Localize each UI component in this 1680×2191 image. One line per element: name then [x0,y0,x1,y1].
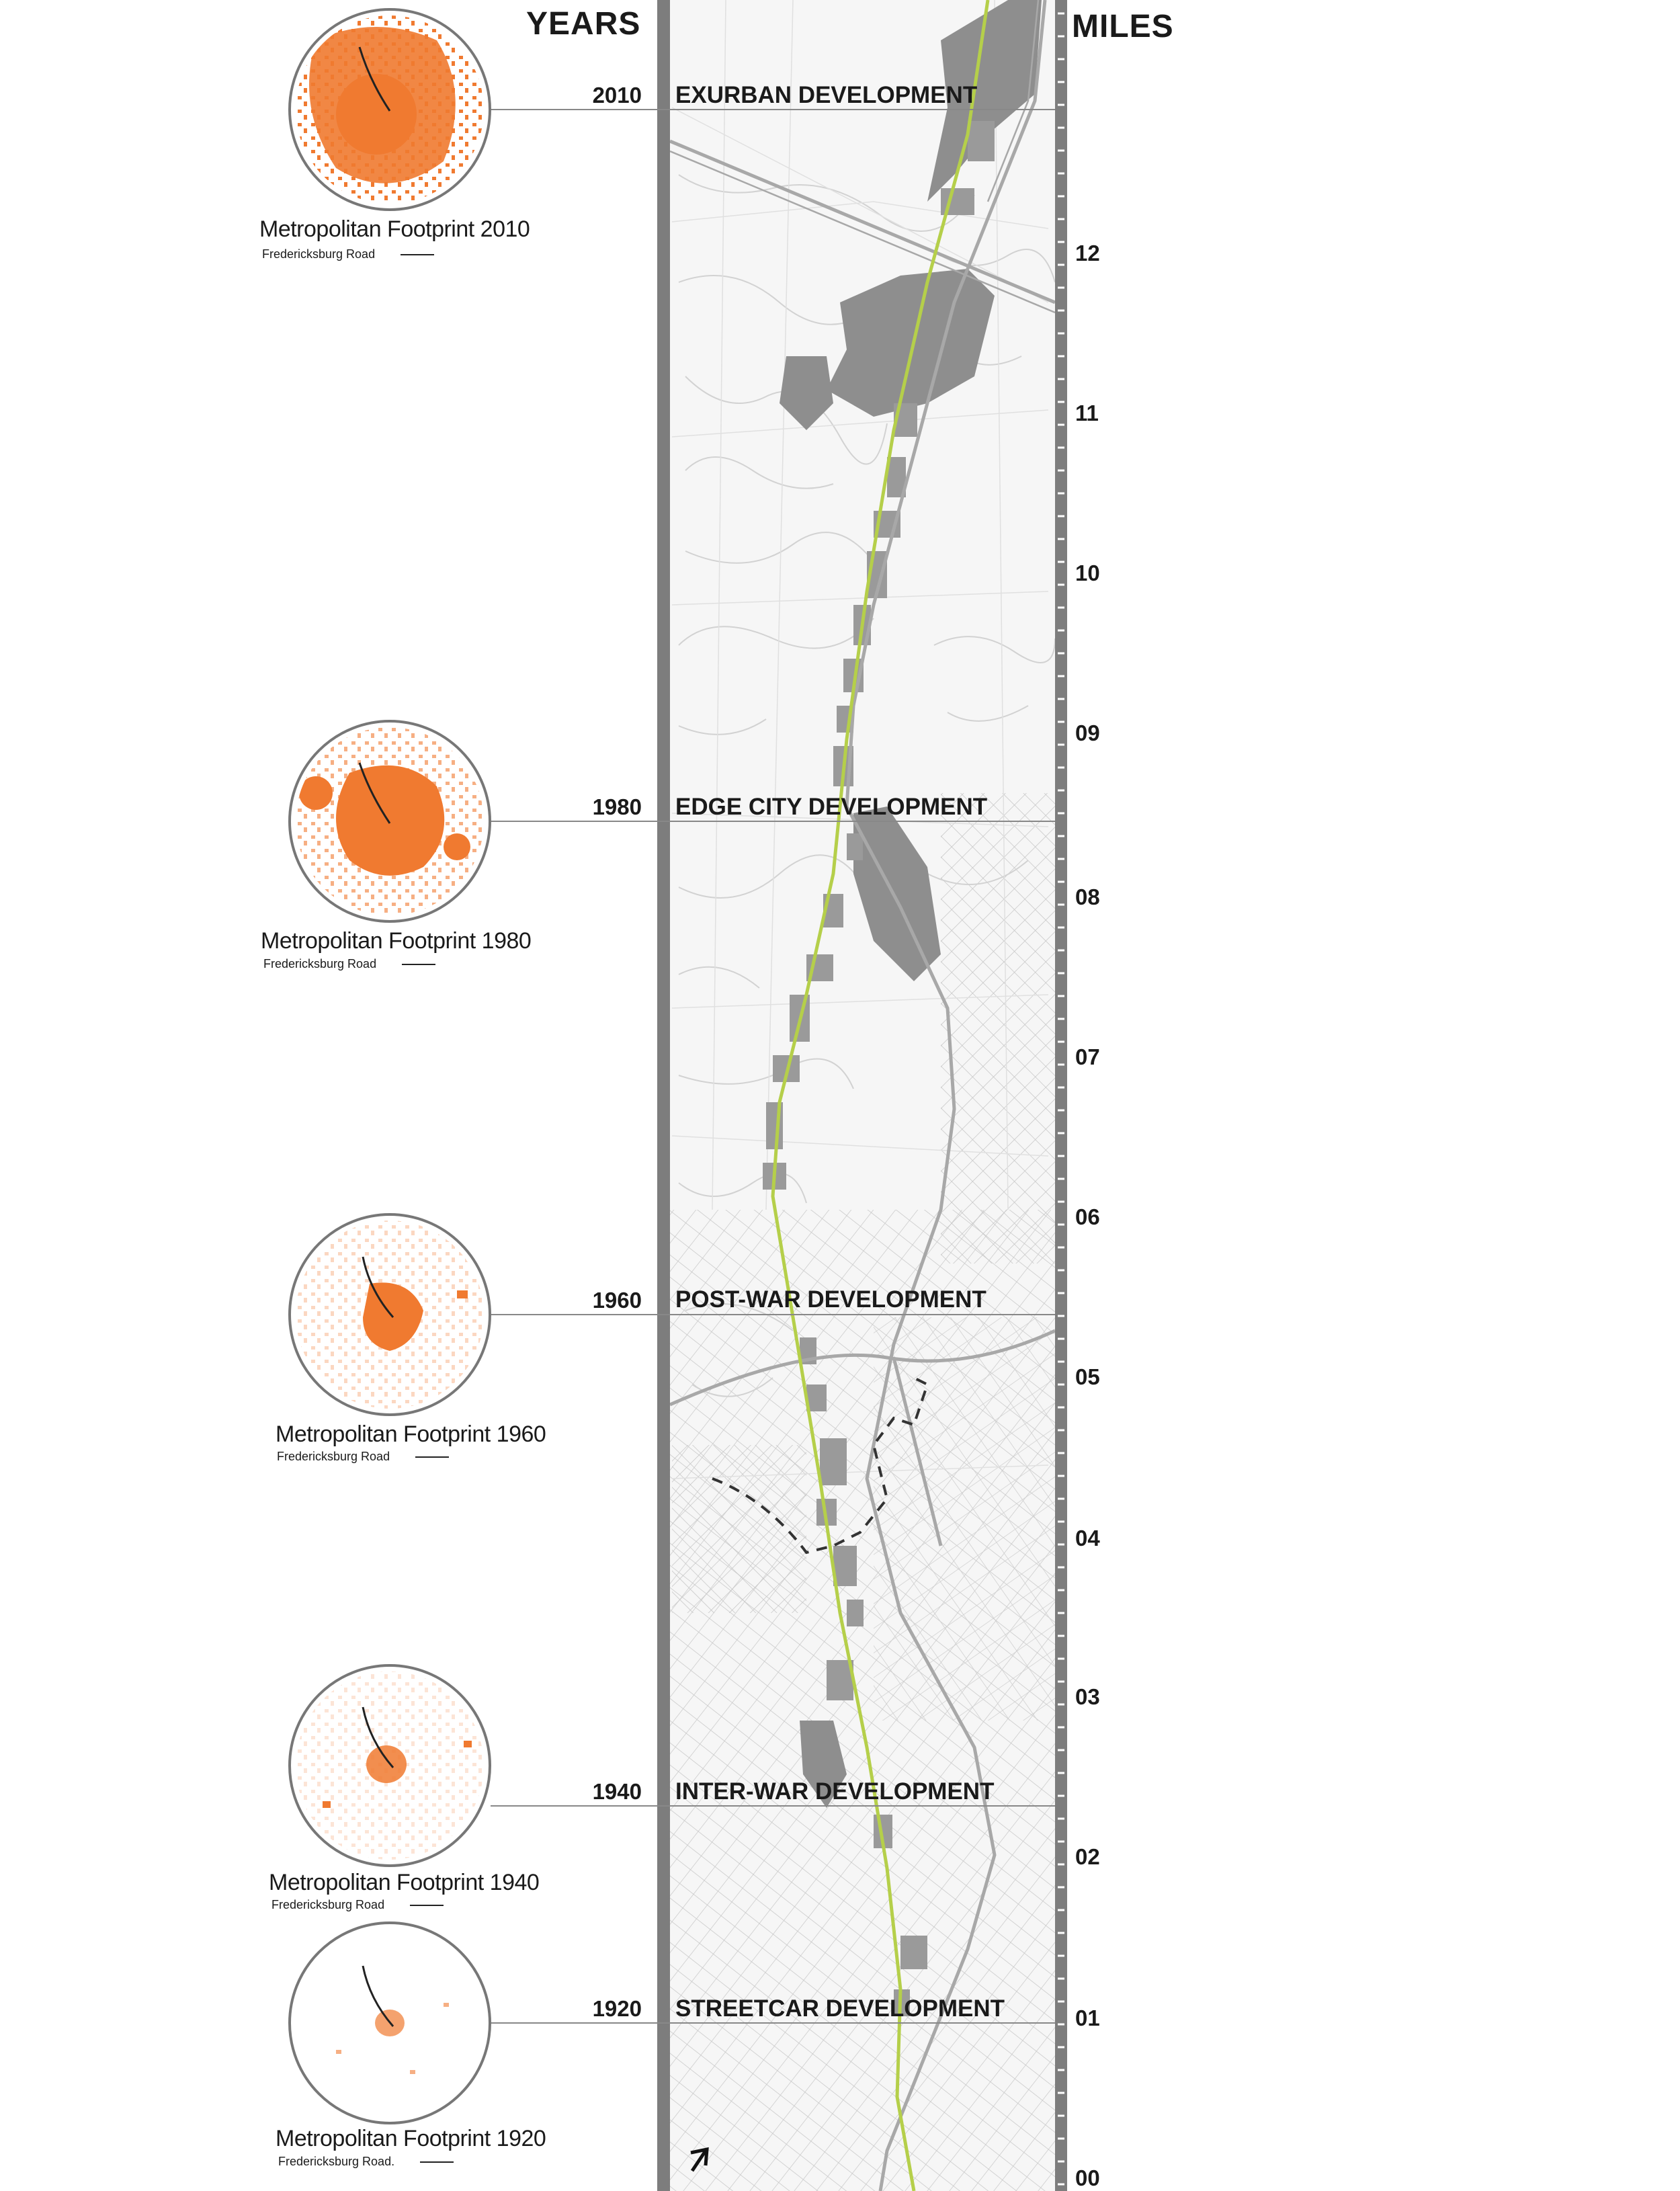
period-year-1940: 1940 [592,1779,642,1804]
period-year-2010: 2010 [592,83,642,108]
footprint-title-1920: Metropolitan Footprint 1920 [276,2126,546,2151]
years-header: YEARS [526,6,641,42]
footprint-title-2010: Metropolitan Footprint 2010 [259,216,530,242]
footprint-title-1940: Metropolitan Footprint 1940 [269,1870,540,1895]
footprint-circle-1960 [290,1214,490,1415]
mile-tick-label: 04 [1075,1526,1100,1551]
period-year-1960: 1960 [592,1288,642,1313]
miles-bar [1055,0,1067,2191]
footprint-subtitle-1940: Fredericksburg Road [271,1898,444,1912]
mile-tick-label: 11 [1075,401,1099,425]
footprint-subtitle-1960: Fredericksburg Road [277,1450,449,1464]
period-label-1960: POST-WAR DEVELOPMENT [675,1286,986,1313]
mile-tick-label: 01 [1075,2006,1100,2030]
footprint-circle-2010 [290,9,490,210]
footprint-title-1980: Metropolitan Footprint 1980 [261,928,532,954]
mile-tick-label: 06 [1075,1204,1100,1229]
footprint-circle-1940 [290,1665,490,1866]
strip-map [670,0,1055,2191]
period-label-1940: INTER-WAR DEVELOPMENT [675,1778,995,1805]
period-year-1920: 1920 [592,1996,642,2021]
period-label-2010: EXURBAN DEVELOPMENT [675,82,978,108]
period-year-1980: 1980 [592,794,642,819]
period-label-1920: STREETCAR DEVELOPMENT [675,1995,1005,2022]
mile-tick-label: 08 [1075,884,1100,909]
footprint-circle-1980 [290,721,490,921]
mile-tick-label: 10 [1075,561,1100,585]
footprint-subtitle-1920: Fredericksburg Road. [278,2155,454,2169]
mile-tick-label: 02 [1075,1844,1100,1869]
miles-header: MILES [1072,9,1174,44]
mile-tick-label: 03 [1075,1684,1100,1709]
period-label-1980: EDGE CITY DEVELOPMENT [675,794,988,820]
footprint-subtitle-1980: Fredericksburg Road [263,957,435,971]
mile-tick-label: 07 [1075,1044,1100,1069]
years-bar [657,0,670,2191]
mile-tick-label: 05 [1075,1364,1100,1389]
mile-tick-label: 00 [1075,2165,1100,2190]
footprint-subtitle-2010: Fredericksburg Road [262,247,434,261]
mile-tick-label: 12 [1075,241,1100,265]
footprint-title-1960: Metropolitan Footprint 1960 [276,1421,546,1447]
footprint-circle-1920 [290,1923,490,2123]
mile-tick-label: 09 [1075,720,1100,745]
